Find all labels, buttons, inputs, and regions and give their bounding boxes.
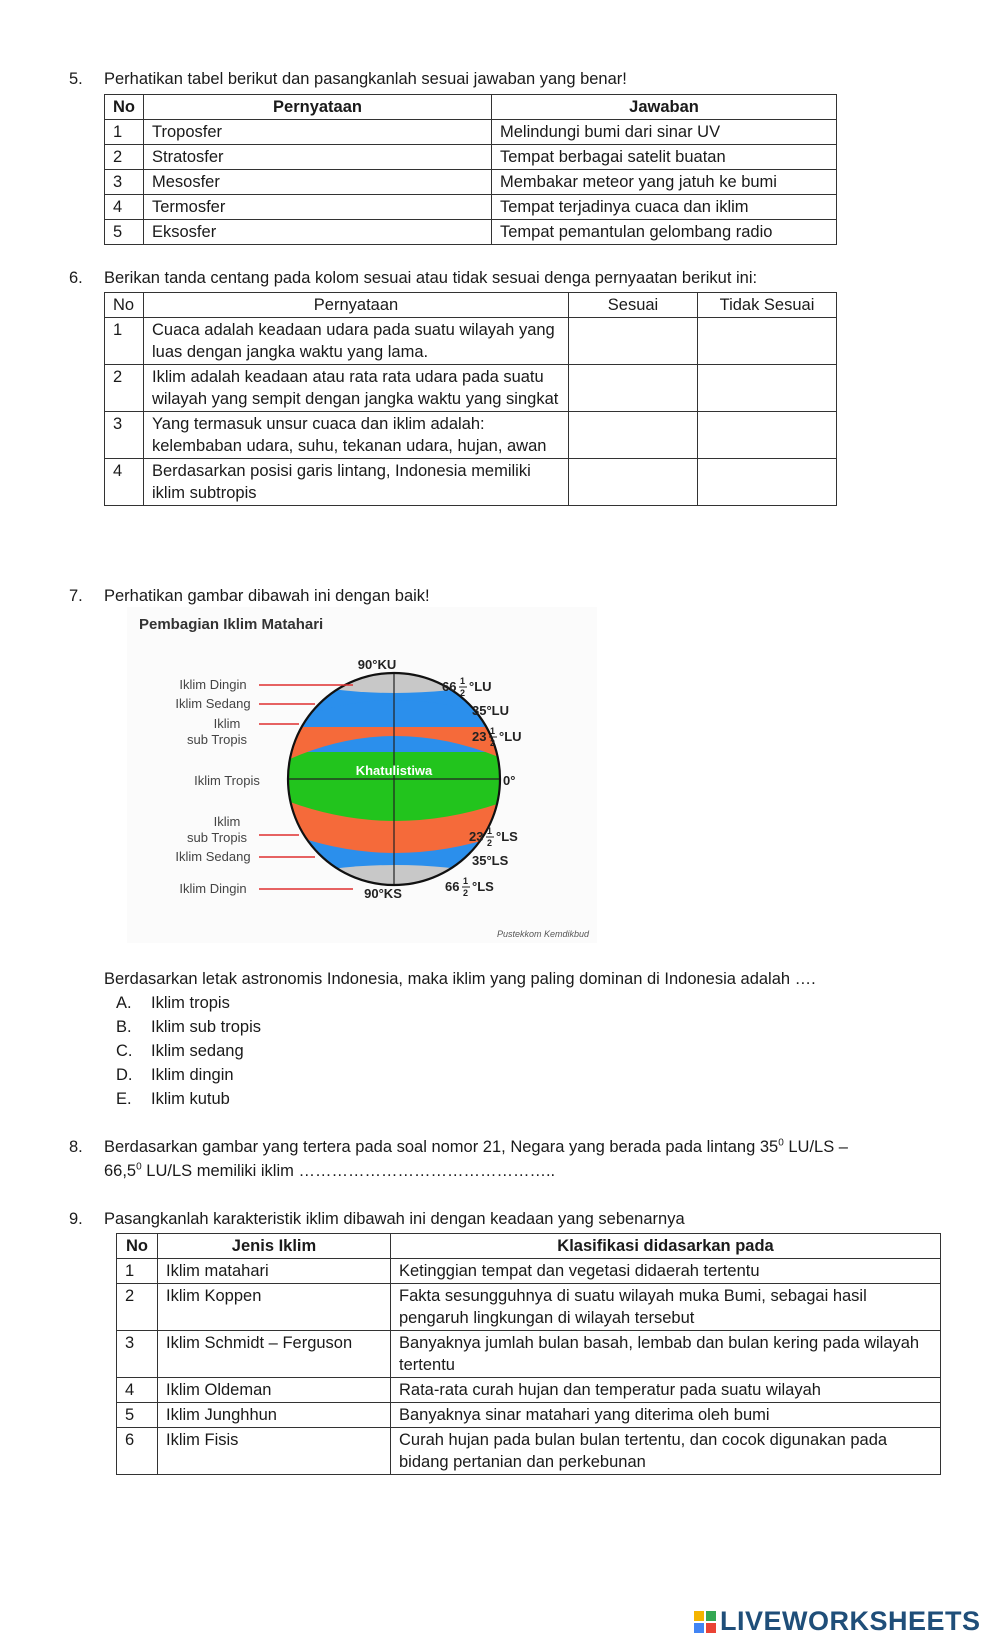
frac-den: 2 bbox=[490, 738, 496, 748]
q5-prompt: Perhatikan tabel berikut dan pasangkanlah sesuai jawaban yang benar! bbox=[104, 70, 627, 88]
lat-35-south: 35°LS bbox=[472, 853, 509, 868]
label-iklim-tropis: Iklim Tropis bbox=[194, 773, 260, 788]
q6-tidak-sesuai-check[interactable] bbox=[698, 459, 837, 506]
q9-header-jenis: Jenis Iklim bbox=[158, 1234, 391, 1259]
q6-cell: 2 bbox=[105, 365, 144, 412]
q6-table bbox=[104, 292, 837, 506]
q6-sesuai-check[interactable] bbox=[569, 412, 698, 459]
equator-label: Khatulistiwa bbox=[355, 763, 433, 778]
q6-sesuai-check[interactable] bbox=[569, 318, 698, 365]
option-b[interactable] bbox=[116, 1018, 261, 1037]
q5-cell: 2 bbox=[105, 145, 144, 170]
table-row bbox=[117, 1259, 941, 1284]
q5-cell: 4 bbox=[105, 195, 144, 220]
q9-cell: 3 bbox=[117, 1331, 158, 1378]
pole-north-label: 90°KU bbox=[357, 657, 397, 672]
q6-cell: 1 bbox=[105, 318, 144, 365]
option-letter: B. bbox=[116, 1018, 132, 1036]
q9-cell[interactable]: Ketinggian tempat dan vegetasi didaerah tertentu bbox=[391, 1259, 941, 1284]
q9-header-no: No bbox=[117, 1234, 158, 1259]
q9-cell: Iklim Schmidt – Ferguson bbox=[158, 1331, 391, 1378]
q6-cell: 4 bbox=[105, 459, 144, 506]
q9-cell: 2 bbox=[117, 1284, 158, 1331]
frac-num: 1 bbox=[487, 826, 493, 836]
table-row bbox=[105, 145, 837, 170]
q8-answer-blank[interactable]: LU/LS memiliki iklim ……………………………………….. bbox=[141, 1162, 556, 1180]
q9-cell: Iklim Koppen bbox=[158, 1284, 391, 1331]
option-text: Iklim kutub bbox=[151, 1090, 230, 1108]
frac-num: 1 bbox=[460, 676, 466, 686]
q5-cell: Troposfer bbox=[144, 120, 492, 145]
q6-tidak-sesuai-check[interactable] bbox=[698, 318, 837, 365]
q5-header-no: No bbox=[105, 95, 144, 120]
frac-den: 2 bbox=[487, 838, 493, 848]
climate-zone-diagram bbox=[127, 607, 597, 943]
label-iklim-subtropis-south-2: sub Tropis bbox=[187, 830, 247, 845]
table-row bbox=[105, 170, 837, 195]
lat-66-north-value: 66 bbox=[442, 679, 457, 694]
lat-23-north-value: 23 bbox=[472, 729, 487, 744]
liveworksheets-badge-icon bbox=[694, 1611, 716, 1633]
q6-cell: Yang termasuk unsur cuaca dan iklim adalah: kelembaban udara, suhu, tekanan udara, hujan, awan bbox=[144, 412, 569, 459]
q7-question: Berdasarkan letak astronomis Indonesia, maka iklim yang paling dominan di Indonesia adalah …. bbox=[104, 970, 816, 988]
q6-header-no: No bbox=[105, 293, 144, 318]
table-row bbox=[105, 220, 837, 245]
q5-table bbox=[104, 94, 837, 245]
diagram-credit: Pustekkom Kemdikbud bbox=[496, 929, 589, 939]
q6-header-sesuai: Sesuai bbox=[569, 293, 698, 318]
q9-prompt: Pasangkanlah karakteristik iklim dibawah ini dengan keadaan yang sebenarnya bbox=[104, 1210, 685, 1228]
q9-cell: Iklim Oldeman bbox=[158, 1378, 391, 1403]
q9-cell[interactable]: Rata-rata curah hujan dan temperatur pada suatu wilayah bbox=[391, 1378, 941, 1403]
table-row bbox=[105, 120, 837, 145]
q8-line1-text: Berdasarkan gambar yang tertera pada soal nomor 21, Negara yang berada pada lintang 35 bbox=[104, 1138, 779, 1156]
option-letter: C. bbox=[116, 1042, 133, 1060]
frac-num: 1 bbox=[490, 726, 496, 736]
option-c[interactable] bbox=[116, 1042, 244, 1061]
liveworksheets-brand: LIVEWORKSHEETS bbox=[720, 1606, 981, 1636]
lat-35-north: 35°LU bbox=[472, 703, 509, 718]
lat-23-south-value: 23 bbox=[469, 829, 484, 844]
q6-tidak-sesuai-check[interactable] bbox=[698, 365, 837, 412]
q9-cell[interactable]: Curah hujan pada bulan bulan tertentu, dan cocok digunakan pada bidang pertanian dan perkebunan bbox=[391, 1428, 941, 1475]
q6-sesuai-check[interactable] bbox=[569, 459, 698, 506]
q9-table bbox=[116, 1233, 941, 1475]
lat-0: 0° bbox=[503, 773, 516, 788]
label-iklim-dingin-south: Iklim Dingin bbox=[179, 881, 247, 896]
q9-cell[interactable]: Banyaknya sinar matahari yang diterima oleh bumi bbox=[391, 1403, 941, 1428]
q6-sesuai-check[interactable] bbox=[569, 365, 698, 412]
table-row bbox=[105, 318, 837, 365]
q9-cell: 4 bbox=[117, 1378, 158, 1403]
option-letter: A. bbox=[116, 994, 132, 1012]
q5-header-pernyataan: Pernyataan bbox=[144, 95, 492, 120]
q7-number: 7. bbox=[69, 587, 83, 605]
q5-cell: Mesosfer bbox=[144, 170, 492, 195]
q6-header-tidak-sesuai: Tidak Sesuai bbox=[698, 293, 837, 318]
q5-cell[interactable]: Tempat berbagai satelit buatan bbox=[492, 145, 837, 170]
label-iklim-subtropis-north-2: sub Tropis bbox=[187, 732, 247, 747]
label-iklim-dingin-north: Iklim Dingin bbox=[179, 677, 247, 692]
q5-cell: 5 bbox=[105, 220, 144, 245]
table-row bbox=[117, 1331, 941, 1378]
frac-den: 2 bbox=[463, 888, 469, 898]
q6-cell: Berdasarkan posisi garis lintang, Indonesia memiliki iklim subtropis bbox=[144, 459, 569, 506]
q9-number: 9. bbox=[69, 1210, 83, 1228]
table-row bbox=[105, 195, 837, 220]
q5-header-jawaban: Jawaban bbox=[492, 95, 837, 120]
diagram-title: Pembagian Iklim Matahari bbox=[139, 616, 324, 633]
q9-cell: Iklim Junghhun bbox=[158, 1403, 391, 1428]
frac-num: 1 bbox=[463, 876, 469, 886]
q6-header-pernyataan: Pernyataan bbox=[144, 293, 569, 318]
q6-tidak-sesuai-check[interactable] bbox=[698, 412, 837, 459]
label-iklim-subtropis-south-1: Iklim bbox=[213, 814, 241, 829]
option-text: Iklim sedang bbox=[151, 1042, 244, 1060]
q5-cell: Eksosfer bbox=[144, 220, 492, 245]
q5-cell: 1 bbox=[105, 120, 144, 145]
q6-cell: Iklim adalah keadaan atau rata rata udara pada suatu wilayah yang sempit dengan jangka waktu yang singkat bbox=[144, 365, 569, 412]
q8-number: 8. bbox=[69, 1138, 83, 1156]
q8-line1 bbox=[104, 1138, 848, 1157]
q5-cell: Termosfer bbox=[144, 195, 492, 220]
q9-cell: Iklim matahari bbox=[158, 1259, 391, 1284]
lat-66-south-unit: °LS bbox=[472, 879, 494, 894]
table-row bbox=[105, 459, 837, 506]
option-text: Iklim tropis bbox=[151, 994, 230, 1012]
q9-cell: 6 bbox=[117, 1428, 158, 1475]
q6-cell: Cuaca adalah keadaan udara pada suatu wilayah yang luas dengan jangka waktu yang lama. bbox=[144, 318, 569, 365]
liveworksheets-logo[interactable] bbox=[694, 1606, 981, 1637]
frac-den: 2 bbox=[460, 688, 466, 698]
q8-line2-text: 66,5 bbox=[104, 1162, 137, 1180]
q6-number: 6. bbox=[69, 269, 83, 287]
label-iklim-subtropis-north-1: Iklim bbox=[213, 716, 241, 731]
pole-south-label: 90°KS bbox=[364, 886, 402, 901]
option-letter: E. bbox=[116, 1090, 132, 1108]
table-row bbox=[117, 1428, 941, 1475]
q6-prompt: Berikan tanda centang pada kolom sesuai atau tidak sesuai denga pernyaatan berikut ini: bbox=[104, 269, 758, 287]
label-iklim-sedang-north: Iklim Sedang bbox=[175, 696, 251, 711]
q9-cell: Iklim Fisis bbox=[158, 1428, 391, 1475]
lat-66-north-unit: °LU bbox=[469, 679, 492, 694]
table-row bbox=[117, 1378, 941, 1403]
q5-cell[interactable]: Melindungi bumi dari sinar UV bbox=[492, 120, 837, 145]
lat-23-south-unit: °LS bbox=[496, 829, 518, 844]
option-text: Iklim dingin bbox=[151, 1066, 234, 1084]
q9-header-klasifikasi: Klasifikasi didasarkan pada bbox=[391, 1234, 941, 1259]
table-row bbox=[117, 1284, 941, 1331]
option-d[interactable] bbox=[116, 1066, 234, 1085]
label-iklim-sedang-south: Iklim Sedang bbox=[175, 849, 251, 864]
table-row bbox=[105, 365, 837, 412]
table-row bbox=[117, 1403, 941, 1428]
q5-cell: Stratosfer bbox=[144, 145, 492, 170]
q9-cell: 1 bbox=[117, 1259, 158, 1284]
option-e[interactable] bbox=[116, 1090, 230, 1109]
q8-line1-tail: LU/LS – bbox=[783, 1138, 848, 1156]
degree-sup: 0 bbox=[778, 1137, 784, 1149]
q5-number: 5. bbox=[69, 70, 83, 88]
lat-66-south-value: 66 bbox=[445, 879, 460, 894]
table-row bbox=[105, 412, 837, 459]
q5-cell: 3 bbox=[105, 170, 144, 195]
option-a[interactable] bbox=[116, 994, 230, 1013]
q9-cell: 5 bbox=[117, 1403, 158, 1428]
option-letter: D. bbox=[116, 1066, 133, 1084]
q5-cell[interactable]: Membakar meteor yang jatuh ke bumi bbox=[492, 170, 837, 195]
q6-cell: 3 bbox=[105, 412, 144, 459]
q5-cell[interactable]: Tempat pemantulan gelombang radio bbox=[492, 220, 837, 245]
option-text: Iklim sub tropis bbox=[151, 1018, 262, 1036]
degree-sup: 0 bbox=[136, 1161, 142, 1173]
lat-23-north-unit: °LU bbox=[499, 729, 522, 744]
q9-cell[interactable]: Fakta sesungguhnya di suatu wilayah muka Bumi, sebagai hasil pengaruh lingkungan di wilayah tersebut bbox=[391, 1284, 941, 1331]
q9-cell[interactable]: Banyaknya jumlah bulan basah, lembab dan bulan kering pada wilayah tertentu bbox=[391, 1331, 941, 1378]
q7-prompt: Perhatikan gambar dibawah ini dengan baik! bbox=[104, 587, 430, 605]
q5-cell[interactable]: Tempat terjadinya cuaca dan iklim bbox=[492, 195, 837, 220]
q8-line2 bbox=[104, 1162, 555, 1181]
